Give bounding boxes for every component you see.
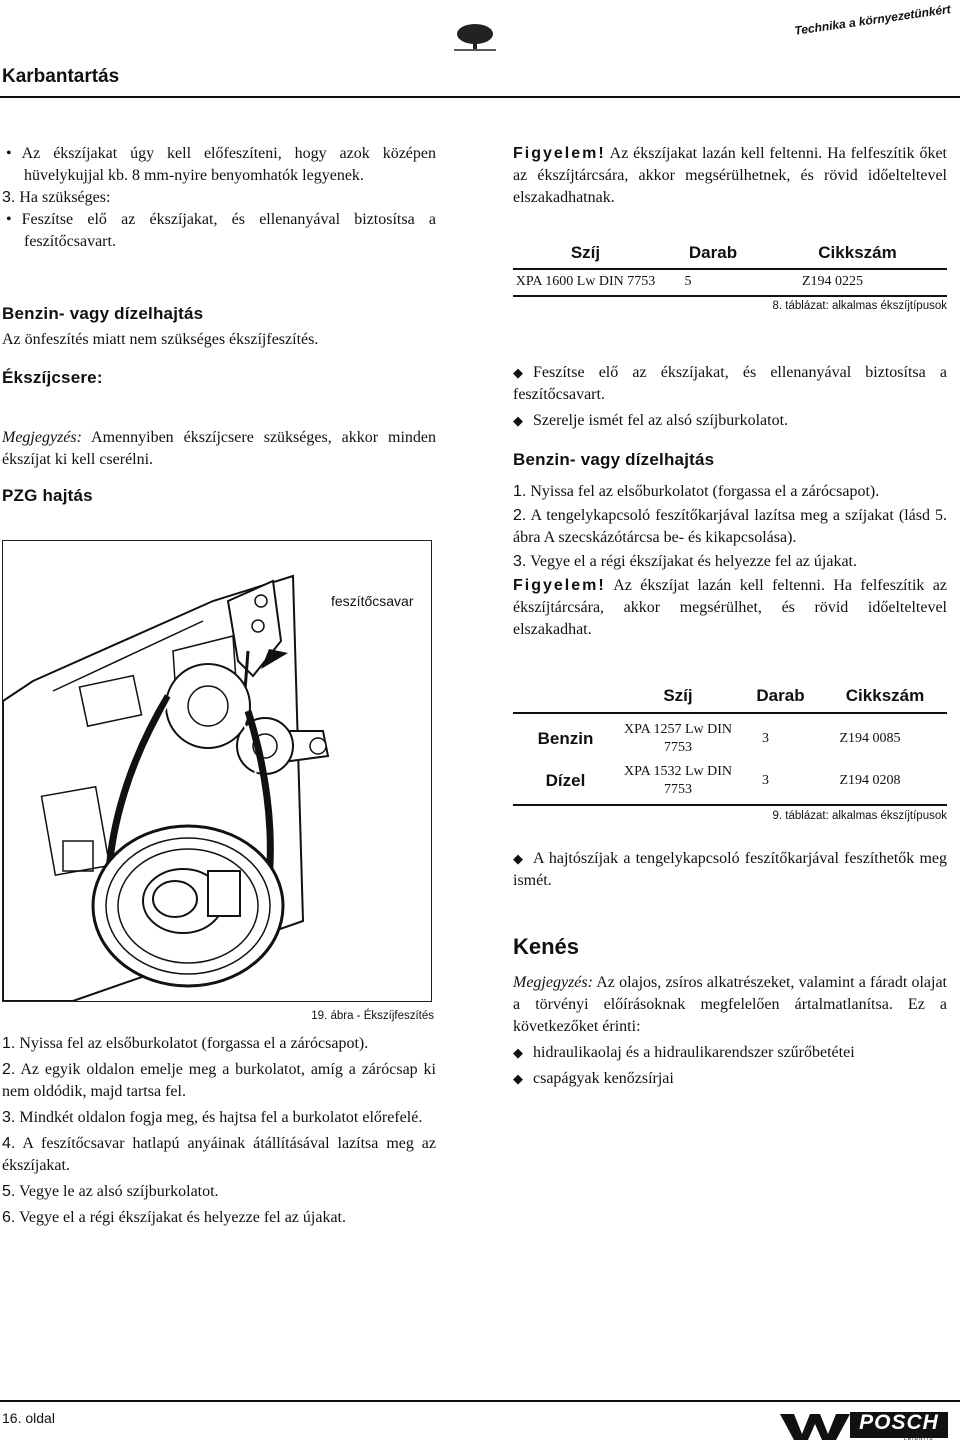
table-row: Benzin XPA 1257 Lw DIN 7753 3 Z194 0085 [537, 722, 901, 755]
benzin-heading: Benzin- vagy dízelhajtás [2, 304, 204, 323]
table-row: XPA 1600 Lw DIN 7753 5 Z194 0225 [515, 274, 864, 289]
step-item: 1. Nyissa fel az elsőburkolatot (forgassa el a zárócsapot). [2, 1035, 369, 1052]
posch-logo [780, 1408, 948, 1442]
col-header-szij: Szíj [663, 686, 693, 705]
figure-caption: 19. ábra - Ékszíjfeszítés [311, 1010, 434, 1022]
attention-block-1 [513, 143, 947, 209]
diamond-item: ◆ csapágyak kenőzsírjai [513, 1068, 947, 1090]
note-text: Amennyiben ékszíjcsere szükséges, akkor minden ékszíjat ki kell cserélni. [2, 429, 437, 468]
kenes-heading: Kenés [513, 934, 580, 959]
right-steps [513, 481, 947, 641]
col-header-darab: Darab [688, 243, 738, 262]
belt-drive-illustration [3, 541, 431, 1001]
right-diamond-list-2 [513, 848, 947, 892]
step-item: 3. Ha szükséges: [2, 189, 111, 206]
table-row: Dízel XPA 1532 Lw DIN 7753 3 Z194 0208 [545, 764, 901, 797]
belt-tension-figure [2, 540, 432, 1002]
csere-note [2, 427, 436, 471]
col-header-darab: Darab [756, 686, 805, 705]
diamond-item: ◆ hidraulikaolaj és a hidraulikarendszer szűrőbetétei [513, 1042, 947, 1064]
step-item: 3. Vegye el a régi ékszíjakat és helyezze fel az újakat. [513, 553, 857, 570]
diamond-icon: ◆ [513, 1045, 523, 1060]
diamond-item: ◆ Feszítse elő az ékszíjakat, és ellenanyával biztosítsa a feszítőcsavart. [513, 364, 947, 403]
table-caption: 9. táblázat: alkalmas ékszíjtípusok [772, 810, 947, 822]
col-header-cikkszam: Cikkszám [818, 243, 897, 262]
attention-label: Figyelem! [513, 577, 606, 594]
diamond-item: ◆ A hajtószíjak a tengelykapcsoló feszítőkarjával feszíthetők meg ismét. [513, 850, 947, 889]
note-label: Megjegyzés: [2, 429, 82, 446]
left-column [2, 143, 436, 253]
csere-heading: Ékszíjcsere: [2, 368, 103, 387]
step-item: 2. Az egyik oldalon emelje meg a burkolatot, amíg a zárócsap ki nem oldódik, majd tartsa fel. [2, 1061, 437, 1100]
benzin-text: Az önfeszítés miatt nem szükséges ékszíjfeszítés. [2, 331, 319, 348]
step-item: 3. Mindkét oldalon fogja meg, és hajtsa fel a burkolatot előrefelé. [2, 1109, 423, 1126]
col-header-cikkszam: Cikkszám [845, 686, 925, 705]
diamond-icon: ◆ [513, 365, 523, 380]
note-text: Az olajos, zsíros alkatrészeket, valamint a fáradt olajat a törvényi előírásoknak megfelelően ártalmatlanítsa. Ez a következőket érinti: [513, 974, 947, 1035]
step-item: 6. Vegye el a régi ékszíjakat és helyezze fel az újakat. [2, 1209, 346, 1226]
header-divider [0, 96, 960, 98]
attention-block-2 [513, 575, 947, 641]
page-title: Karbantartás [2, 66, 120, 87]
table-rule [513, 268, 947, 270]
page-number: 16. oldal [2, 1410, 55, 1426]
bullet-item: • Feszítse elő az ékszíjakat, és ellenanyával biztosítsa a feszítőcsavart. [2, 209, 436, 253]
table-8 [513, 238, 947, 312]
diamond-icon: ◆ [513, 413, 523, 428]
logo-subtext: LEIBNITZ [904, 1436, 934, 1442]
step-item: 2. A tengelykapcsoló feszítőkarjával lazítsa meg a szíjakat (lásd 5. ábra A szecskázótárcsa be- és kikapcsolása). [513, 507, 948, 546]
attention-label: Figyelem! [513, 145, 606, 162]
step-item: 5. Vegye le az alsó szíjburkolatot. [2, 1183, 219, 1200]
table-rule [513, 295, 947, 297]
figure-label-tension-screw: feszítőcsavar [331, 593, 414, 609]
step-item: 1. Nyissa fel az elsőburkolatot (forgassa el a zárócsapot). [513, 483, 880, 500]
table-rule [513, 712, 947, 714]
benzin-heading-right: Benzin- vagy dízelhajtás [513, 450, 715, 469]
table-rule [513, 804, 947, 806]
brand-tagline: Technika a környezetünkért [793, 2, 952, 38]
diamond-icon: ◆ [513, 1071, 523, 1086]
logo-text: POSCH [859, 1411, 939, 1434]
attention-text: Az ékszíjat lazán kell feltenni. Ha felfeszítik az ékszíjtárcsára, akkor megsérülhet, és rövid időelteltevel elszakadhat. [513, 577, 947, 638]
bullet-item: • Az ékszíjakat úgy kell előfeszíteni, hogy azok középen hüvelykujjal kb. 8 mm-nyire benyomhatók legyenek. [2, 143, 436, 187]
left-steps [2, 1033, 436, 1229]
pzg-heading: PZG hajtás [2, 486, 93, 505]
note-label: Megjegyzés: [513, 974, 593, 991]
col-header-szij: Szíj [570, 243, 601, 262]
step-item: 4. A feszítőcsavar hatlapú anyáinak átállításával lazítsa meg az ékszíjakat. [2, 1135, 437, 1174]
right-diamond-list [513, 362, 947, 432]
kenes-note [513, 972, 947, 1090]
footer-divider [0, 1400, 960, 1402]
tree-logo-icon [452, 22, 498, 52]
table-caption: 8. táblázat: alkalmas ékszíjtípusok [772, 300, 947, 312]
diamond-icon: ◆ [513, 851, 523, 866]
table-9 [513, 680, 947, 822]
attention-text: Az ékszíjakat lazán kell feltenni. Ha felfeszítik őket az ékszíjtárcsára, akkor megsérülhetnek, és rövid időelteltevel elszakadhatnak. [513, 145, 947, 206]
diamond-item: ◆ Szerelje ismét fel az alsó szíjburkolatot. [513, 410, 947, 432]
